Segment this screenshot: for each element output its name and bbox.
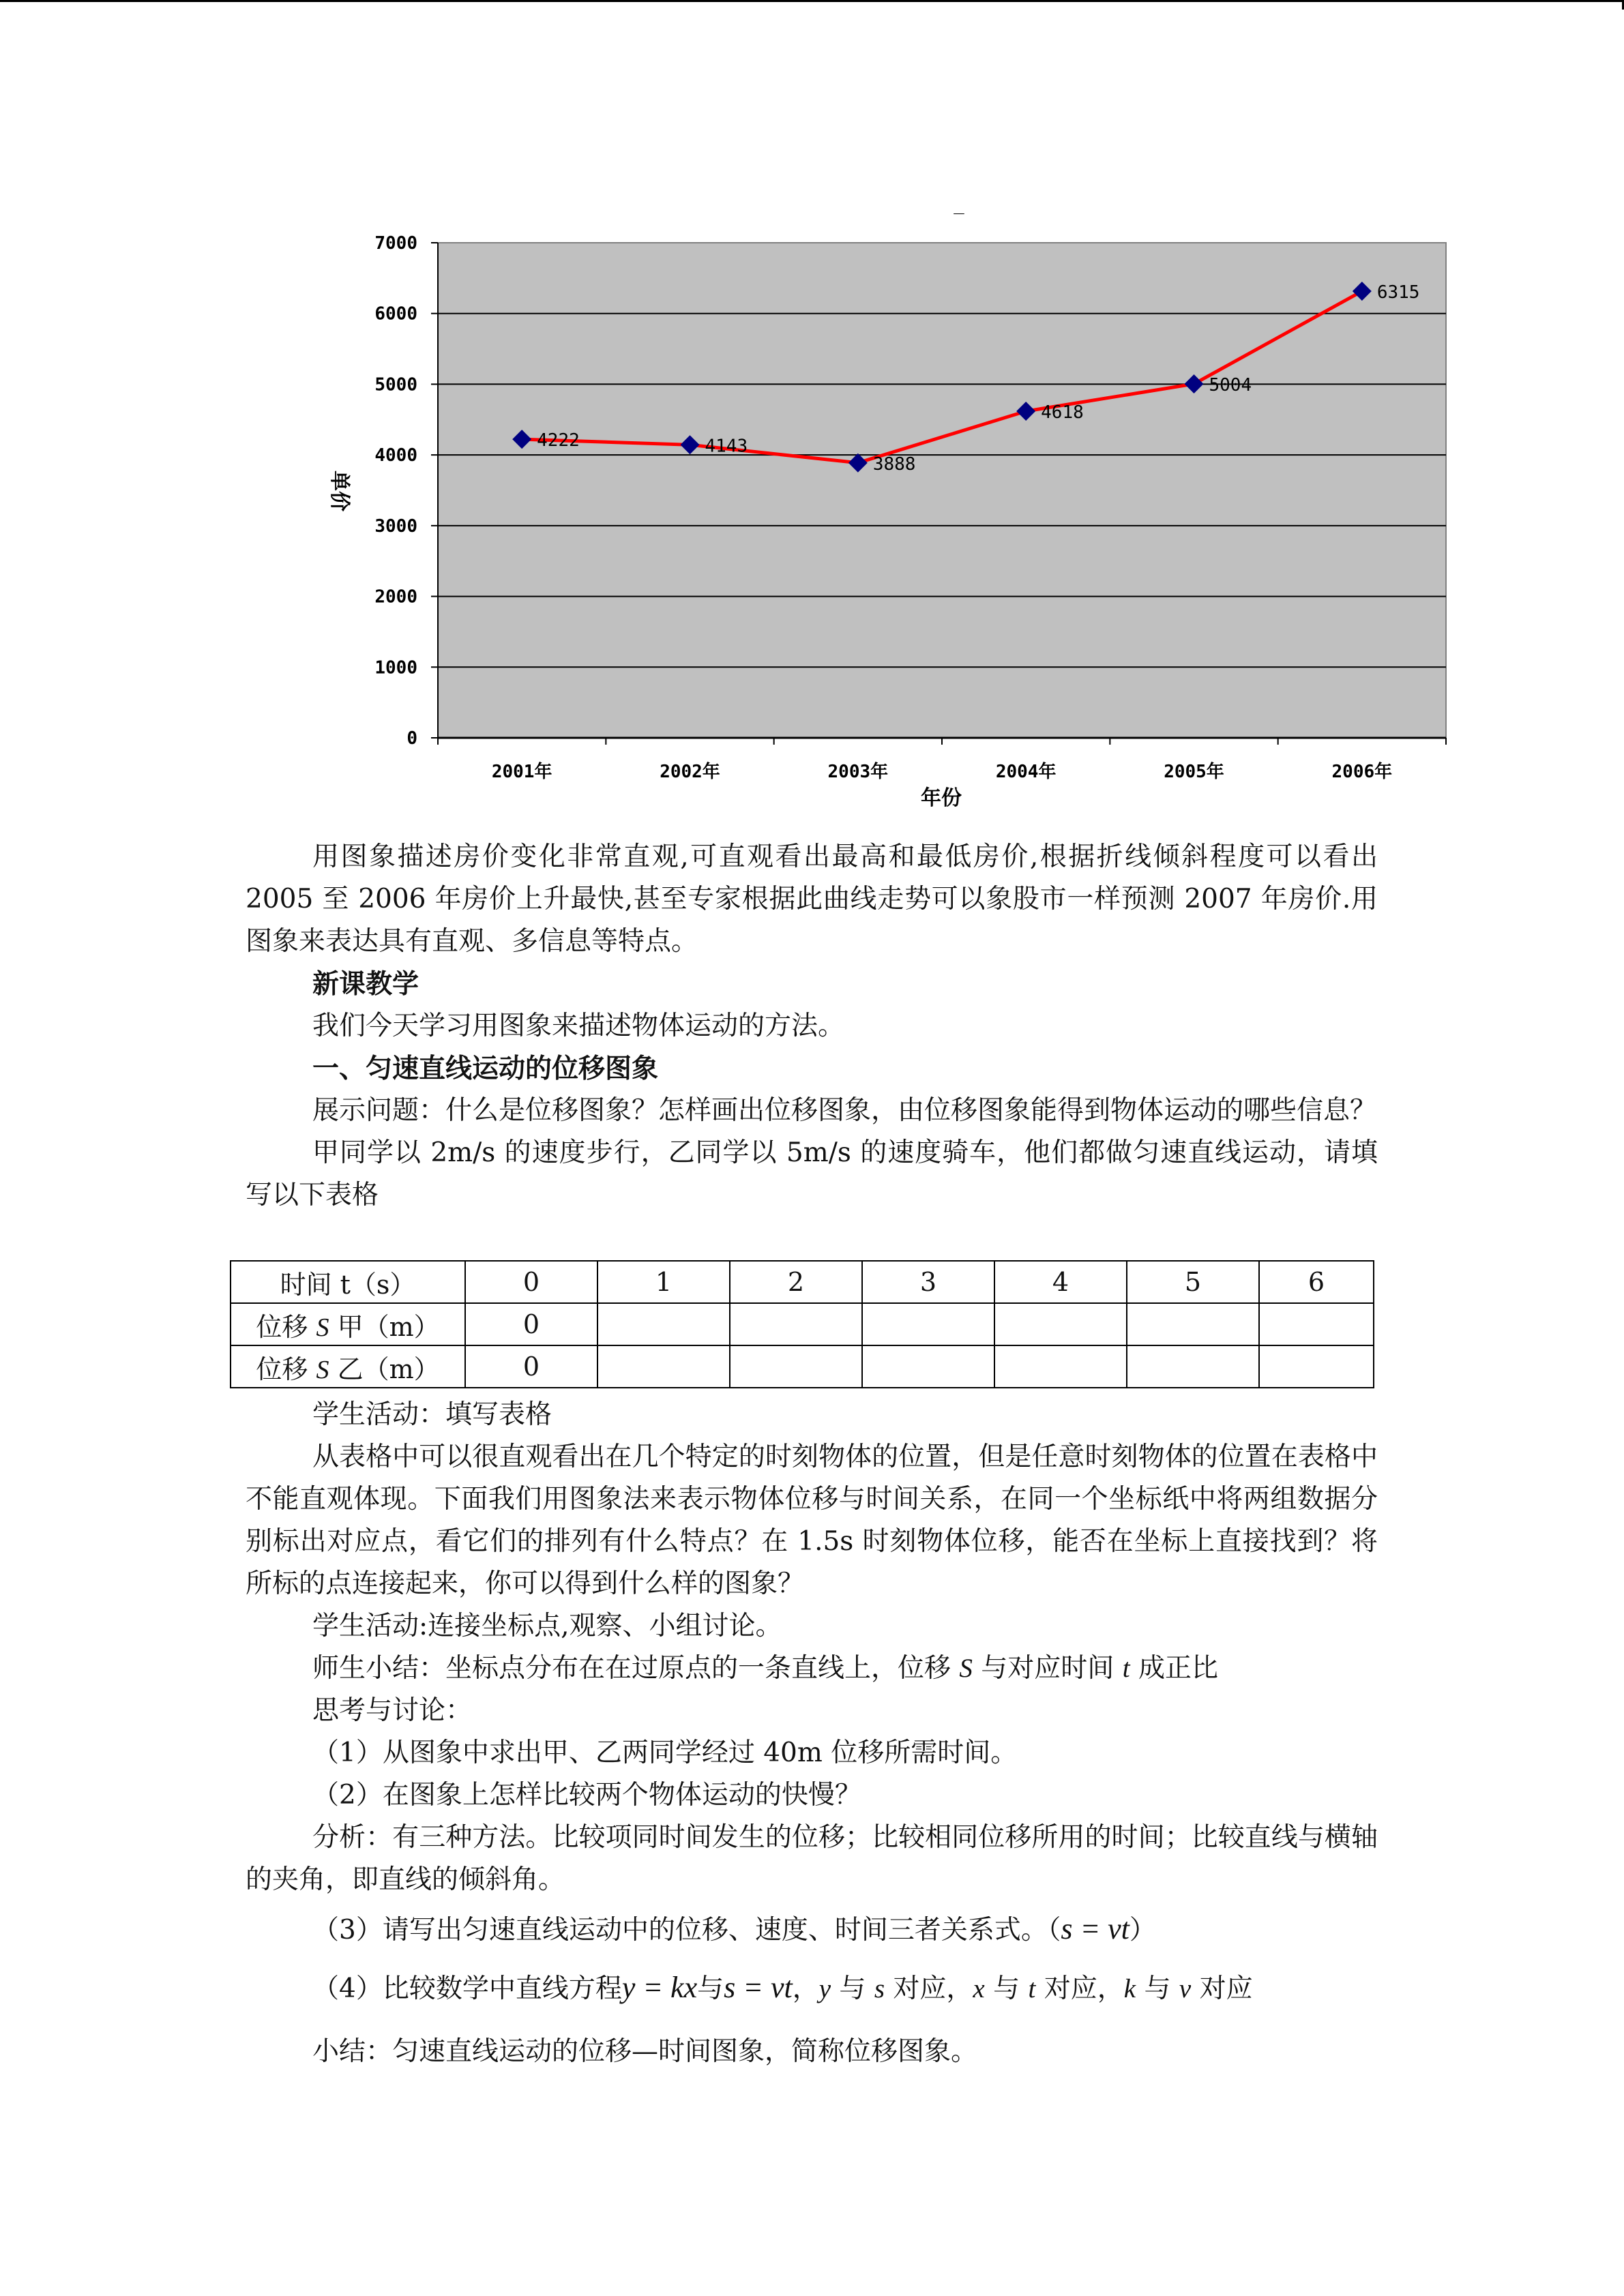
x-tick-label: 2003年 — [827, 762, 889, 782]
y-tick-label: 6000 — [374, 303, 417, 325]
y-tick-label: 3000 — [374, 516, 417, 537]
house-price-line-chart — [286, 191, 1460, 825]
table-cell[interactable] — [597, 1345, 730, 1388]
y-axis-title: 单价 — [327, 471, 351, 511]
table-cell[interactable] — [994, 1345, 1127, 1388]
data-label: 3888 — [872, 453, 916, 475]
question-3: （3）请写出匀速直线运动中的位移、速度、时间三者关系式。（s = vt） — [312, 1912, 1156, 1945]
row-label-jia: 位移 S 甲（m） — [231, 1303, 465, 1345]
table-header-cell: 4 — [994, 1261, 1127, 1303]
data-label: 6315 — [1376, 282, 1420, 303]
section-heading-uniform-motion: 一、匀速直线运动的位移图象 — [312, 1053, 659, 1084]
displacement-table — [230, 1260, 1374, 1388]
table-cell[interactable] — [862, 1303, 994, 1345]
table-row — [231, 1345, 1374, 1388]
x-tick-label: 2004年 — [995, 762, 1057, 782]
table-cell[interactable] — [1259, 1303, 1374, 1345]
data-label: 4143 — [705, 436, 748, 457]
question-1: （1）从图象中求出甲、乙两同学经过 40m 位移所需时间。 — [312, 1738, 1018, 1768]
plot-area — [438, 243, 1446, 738]
table-header-cell: 6 — [1259, 1261, 1374, 1303]
table-cell[interactable]: 0 — [465, 1303, 597, 1345]
table-cell[interactable] — [994, 1303, 1127, 1345]
y-tick-label: 5000 — [374, 374, 417, 396]
activity-connect-points: 学生活动:连接坐标点,观察、小组讨论。 — [312, 1611, 782, 1641]
y-tick-label: 0 — [407, 728, 417, 749]
from-table-paragraph: 从表格中可以很直观看出在几个特定的时刻物体的位置，但是任意时刻物体的位置在表格中不能直观体现。下面我们用图象法来表示物体位移与时间关系，在同一个坐标纸中将两组数据分别标出对应点，看它们的排列有什么特点？在 1.5s 时刻物体位移，能否在坐标上直接找到？将所标的点连接起来，你可以得到什么样的图象？ — [246, 1442, 1378, 1599]
table-header-cell: 2 — [730, 1261, 862, 1303]
row-label-yi: 位移 S 乙（m） — [231, 1345, 465, 1388]
page-top-border — [0, 0, 1624, 2]
question-4: （4）比较数学中直线方程y = kx与s = vt，y 与 s 对应，x 与 t 对应，k 与 v 对应 — [312, 1971, 1253, 2004]
activity-fill-table: 学生活动：填写表格 — [312, 1399, 552, 1430]
small-summary: 小结：匀速直线运动的位移—时间图象，简称位移图象。 — [312, 2036, 978, 2067]
table-header-cell: 5 — [1127, 1261, 1259, 1303]
table-cell[interactable]: 0 — [465, 1345, 597, 1388]
y-tick-label: 2000 — [374, 586, 417, 608]
table-header-cell: 0 — [465, 1261, 597, 1303]
table-row — [231, 1261, 1374, 1303]
show-problem-paragraph: 展示问题：什么是位移图象？怎样画出位移图象，由位移图象能得到物体运动的哪些信息？ — [312, 1095, 1377, 1126]
analysis-paragraph: 分析：有三种方法。比较项同时间发生的位移；比较相同位移所用的时间；比较直线与横轴的夹角，即直线的倾斜角。 — [246, 1822, 1378, 1895]
y-tick-label: 1000 — [374, 657, 417, 679]
x-tick-label: 2001年 — [491, 762, 552, 782]
table-cell[interactable] — [730, 1345, 862, 1388]
x-tick-label: 2006年 — [1331, 762, 1393, 782]
chart-title: _ — [954, 194, 964, 215]
think-discuss-heading: 思考与讨论： — [312, 1695, 473, 1726]
students-paragraph: 甲同学以 2m/s 的速度步行，乙同学以 5m/s 的速度骑车，他们都做匀速直线运动，请填写以下表格 — [246, 1137, 1378, 1210]
data-label: 4222 — [537, 430, 580, 451]
summary-paragraph: 师生小结：坐标点分布在在过原点的一条直线上，位移 S 与对应时间 t 成正比 — [312, 1653, 1218, 1684]
body-text-upper — [246, 836, 1378, 1217]
table-cell[interactable] — [1127, 1303, 1259, 1345]
body-text-lower — [246, 1394, 1378, 2073]
table-cell[interactable] — [1127, 1345, 1259, 1388]
y-tick-label: 7000 — [374, 233, 417, 254]
table-row — [231, 1303, 1374, 1345]
today-paragraph: 我们今天学习用图象来描述物体运动的方法。 — [312, 1011, 845, 1041]
data-label: 5004 — [1209, 375, 1252, 396]
table-cell[interactable] — [597, 1303, 730, 1345]
table-header-cell: 时间 t（s） — [231, 1261, 465, 1303]
y-tick-label: 4000 — [374, 445, 417, 466]
table-header-cell: 3 — [862, 1261, 994, 1303]
table-header-cell: 1 — [597, 1261, 730, 1303]
table-cell[interactable] — [1259, 1345, 1374, 1388]
question-2: （2）在图象上怎样比较两个物体运动的快慢？ — [312, 1780, 861, 1810]
table-cell[interactable] — [862, 1345, 994, 1388]
table-cell[interactable] — [730, 1303, 862, 1345]
data-label: 4618 — [1041, 402, 1084, 423]
intro-paragraph: 用图象描述房价变化非常直观,可直观看出最高和最低房价,根据折线倾斜程度可以看出 2005 至 2006 年房价上升最快,甚至专家根据此曲线走势可以象股市一样预测 2007 年房价.用图象来表达具有直观、多信息等特点。 — [246, 841, 1378, 957]
x-axis-title: 年份 — [921, 786, 962, 810]
section-heading-new-lesson: 新课教学 — [312, 968, 419, 1000]
x-tick-label: 2005年 — [1164, 762, 1224, 782]
x-tick-label: 2002年 — [660, 762, 720, 782]
